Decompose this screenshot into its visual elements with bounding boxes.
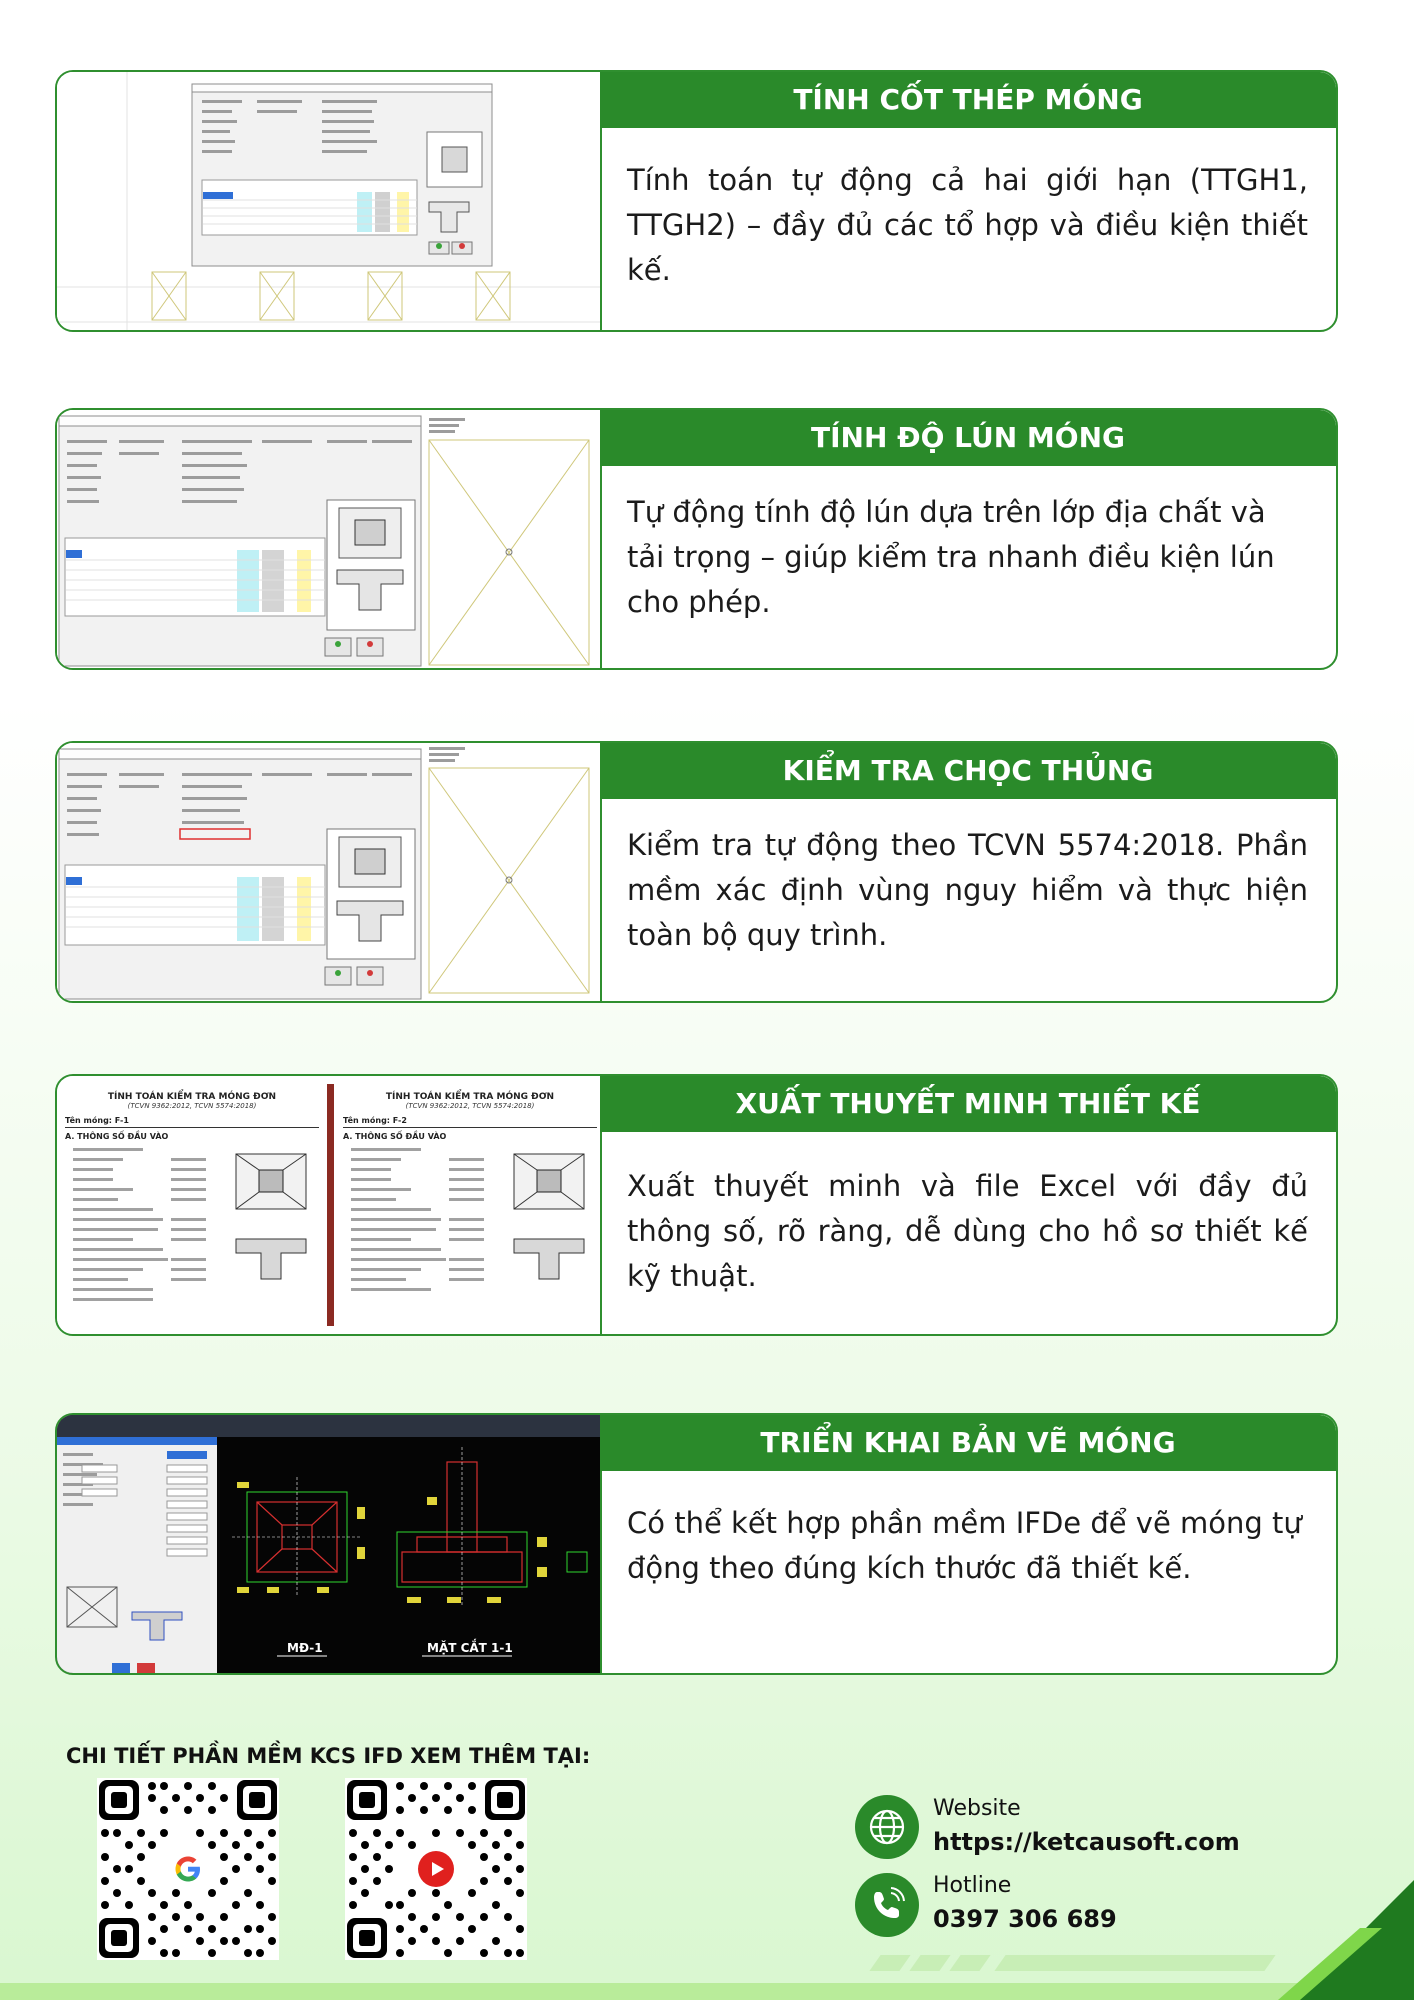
report-page-right [339, 1084, 601, 1326]
decor-stripe [949, 1955, 990, 1971]
globe-icon [855, 1795, 919, 1859]
cad-canvas [217, 1437, 600, 1673]
page-divider [327, 1084, 334, 1326]
section-title: TRIỂN KHAI BẢN VẼ MÓNG [600, 1415, 1336, 1471]
section-title: KIỂM TRA CHỌC THỦNG [600, 743, 1336, 799]
section-description: Tự động tính độ lún dựa trên lớp địa chất và tải trọng – giúp kiểm tra nhanh điều kiện lún cho phép. [627, 495, 1275, 619]
hotline-label: Hotline [933, 1873, 1012, 1898]
cad-label-section: MẶT CẮT 1-1 [427, 1641, 513, 1655]
section-title: TÍNH CỐT THÉP MÓNG [600, 72, 1336, 128]
phone-icon [855, 1873, 919, 1937]
software-screenshot [57, 743, 602, 1001]
feature-card-drawing [55, 1413, 1338, 1675]
cad-tab-bar [57, 1415, 600, 1437]
footer-bar [0, 1983, 1414, 2000]
report-subheading: (TCVN 9362:2012, TCVN 5574:2018) [405, 1102, 535, 1110]
report-footing-name: Tên móng: F-1 [65, 1116, 129, 1125]
report-heading: TÍNH TOÁN KIỂM TRA MÓNG ĐƠN [107, 1092, 277, 1102]
website-link[interactable]: https://ketcausoft.com [933, 1828, 1240, 1856]
software-screenshot [57, 72, 602, 330]
report-page-left [61, 1084, 323, 1326]
feature-card-settlement [55, 408, 1338, 670]
section-description: Xuất thuyết minh và file Excel với đầy đủ thông số, rõ ràng, dễ dùng cho hồ sơ thiết kế kỹ thuật. [627, 1169, 1308, 1293]
report-subheading: (TCVN 9362:2012, TCVN 5574:2018) [127, 1102, 257, 1110]
section-description: Có thể kết hợp phần mềm IFDe để vẽ móng tự động theo đúng kích thước đã thiết kế. [627, 1506, 1302, 1585]
screenshot-thumbnail [57, 743, 600, 1001]
google-icon [168, 1849, 208, 1889]
software-screenshot [57, 410, 602, 668]
section-description: Kiểm tra tự động theo TCVN 5574:2018. Phần mềm xác định vùng nguy hiểm và thực hiện toàn bộ quy trình. [627, 828, 1308, 952]
decor-stripe [869, 1955, 910, 1971]
report-section-a: A. THÔNG SỐ ĐẦU VÀO [343, 1132, 447, 1141]
feature-card-punching [55, 741, 1338, 1003]
report-footing-name: Tên móng: F-2 [343, 1116, 407, 1125]
decor-stripe [909, 1955, 950, 1971]
report-heading: TÍNH TOÁN KIỂM TRA MÓNG ĐƠN [385, 1092, 555, 1102]
qr-section-title: CHI TIẾT PHẦN MỀM KCS IFD XEM THÊM TẠI: [66, 1744, 591, 1768]
cad-label-plan: MĐ-1 [287, 1641, 323, 1655]
section-title: TÍNH ĐỘ LÚN MÓNG [600, 410, 1336, 466]
report-body [61, 1144, 323, 1314]
report-section-a: A. THÔNG SỐ ĐẦU VÀO [65, 1132, 169, 1141]
decor-stripe [994, 1955, 1275, 1971]
screenshot-thumbnail [57, 410, 600, 668]
feature-card-reinforcement [55, 70, 1338, 332]
qr-code-youtube[interactable] [345, 1778, 527, 1960]
section-title: XUẤT THUYẾT MINH THIẾT KẾ [600, 1076, 1336, 1132]
cad-screenshot [57, 1415, 602, 1673]
report-preview [57, 1076, 602, 1334]
corner-decoration [1240, 1880, 1414, 2000]
cad-side-panel [57, 1437, 218, 1673]
youtube-icon [416, 1849, 456, 1889]
cad-panel-content [57, 1437, 217, 1673]
screenshot-thumbnail [57, 72, 600, 330]
hotline-number[interactable]: 0397 306 689 [933, 1905, 1117, 1933]
section-description: Tính toán tự động cả hai giới hạn (TTGH1, TTGH2) – đầy đủ các tổ hợp và điều kiện thiết kế. [627, 163, 1308, 287]
website-label: Website [933, 1796, 1021, 1821]
qr-code-google[interactable] [97, 1778, 279, 1960]
feature-card-report [55, 1074, 1338, 1336]
cad-drawing [217, 1437, 600, 1673]
report-body [339, 1144, 601, 1314]
